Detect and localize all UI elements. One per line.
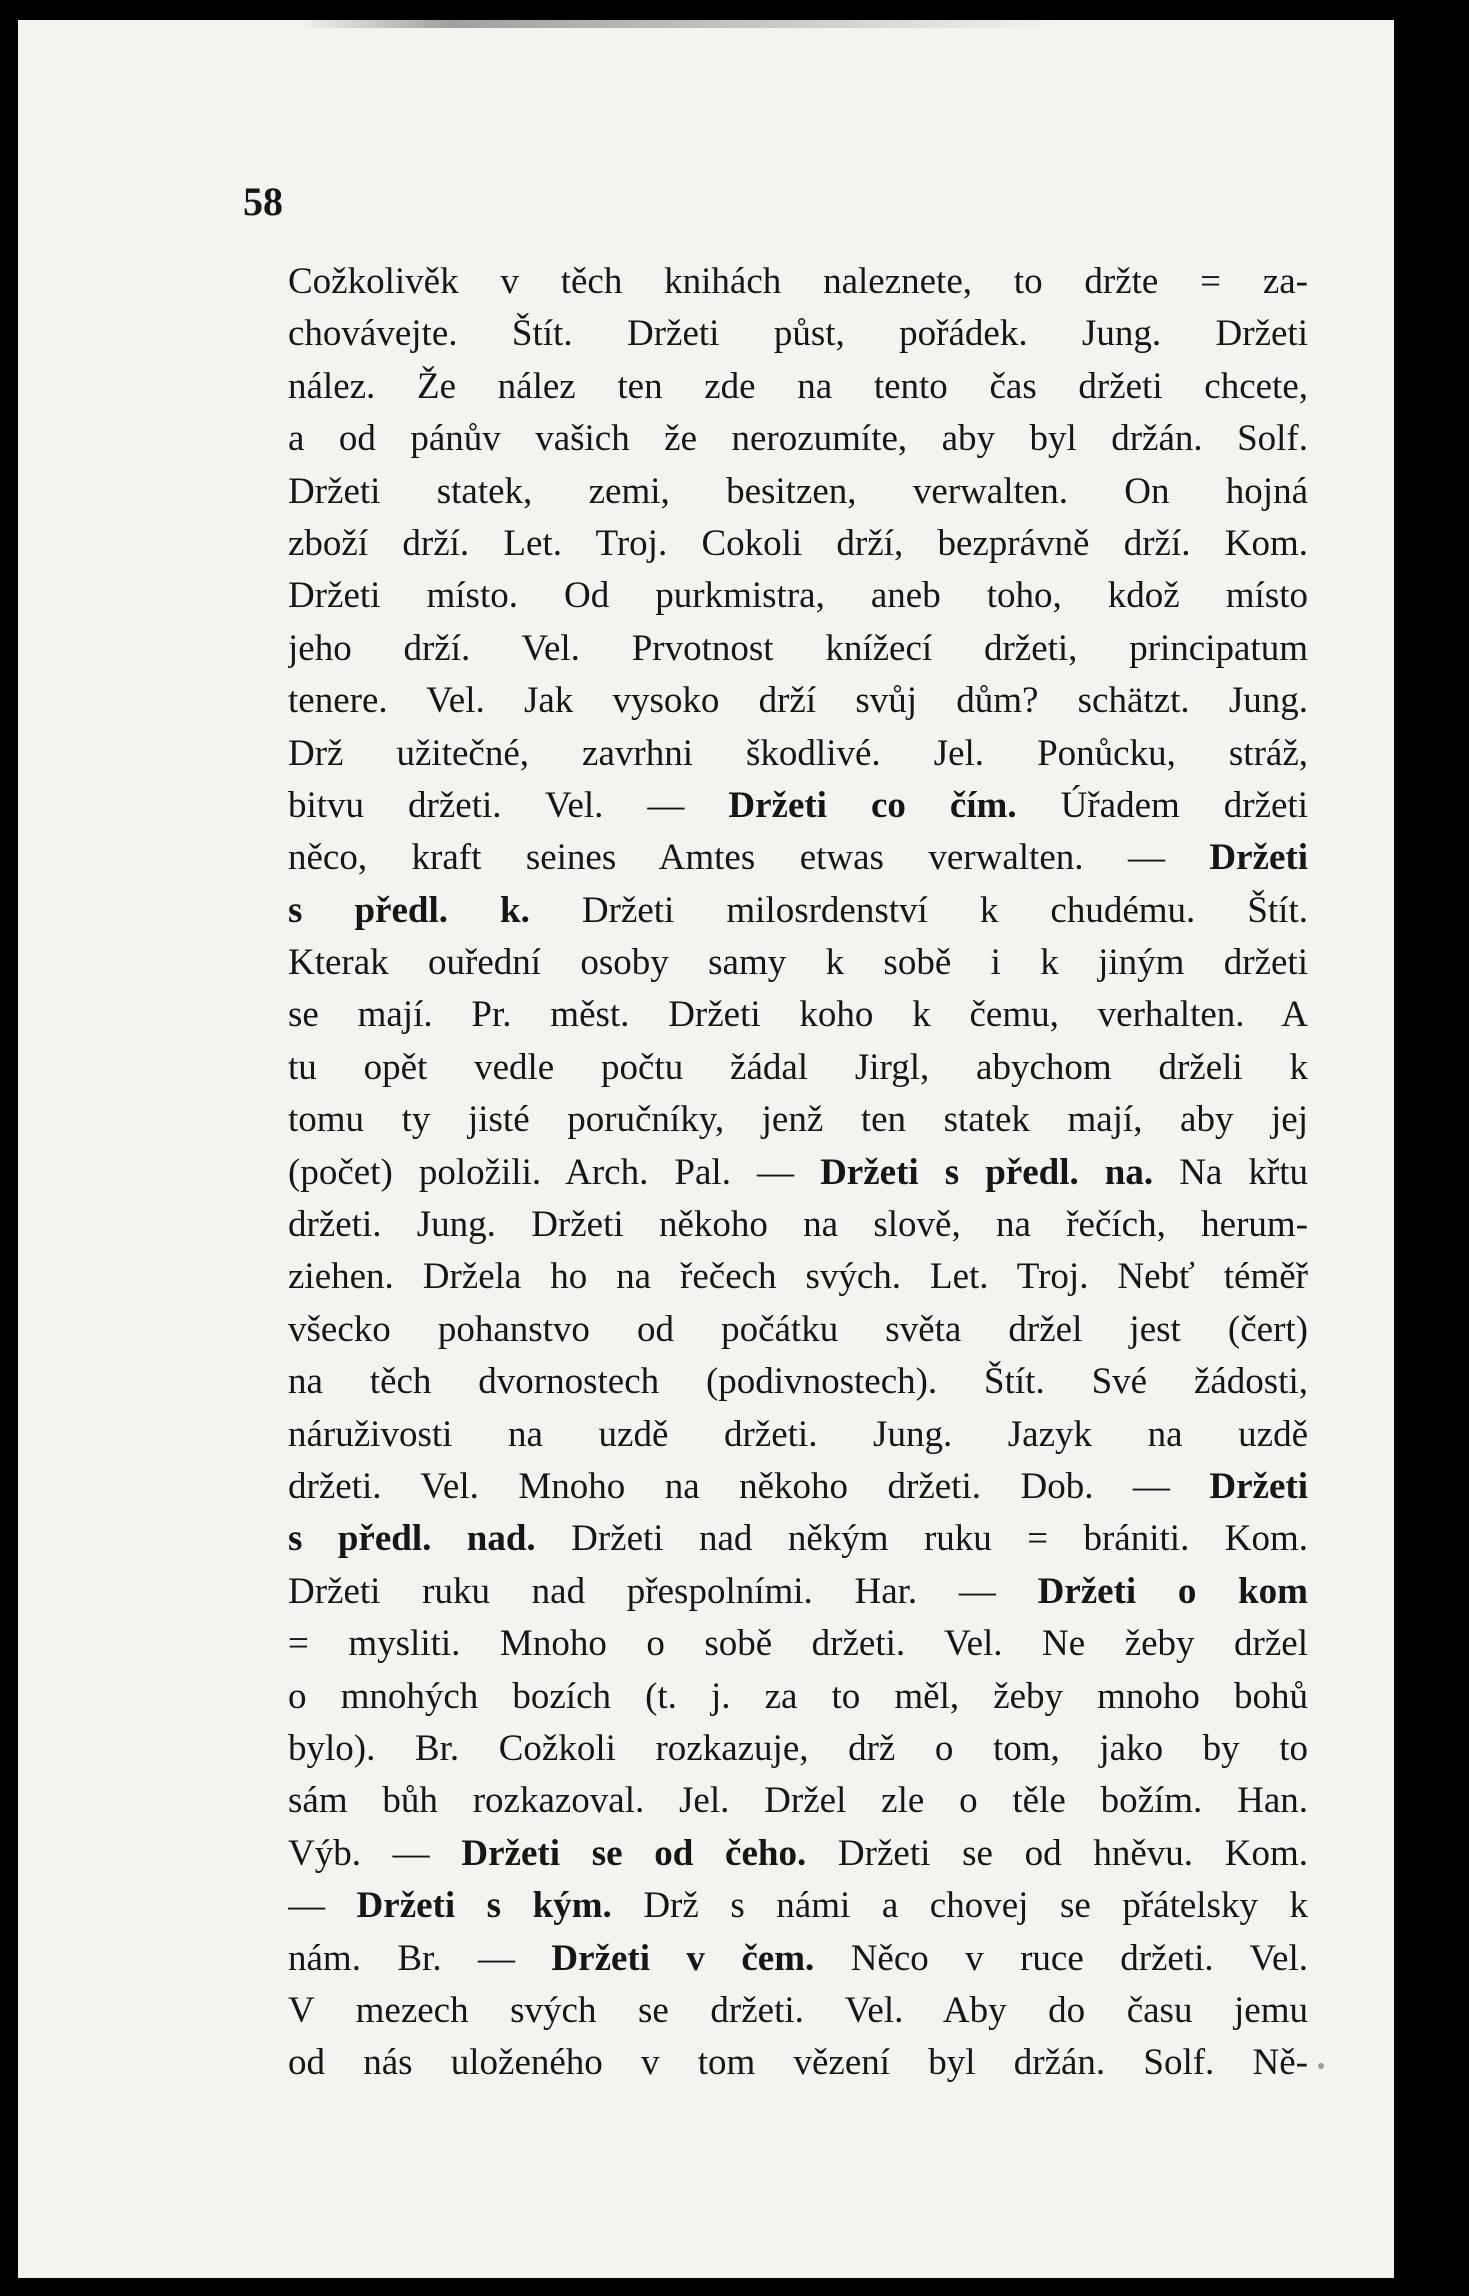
text-run: Držeti ruku nad přespolními. Har. — — [288, 1570, 1038, 1612]
text-run: tu opět vedle počtu žádal Jirgl, abychom drželi k — [288, 1046, 1308, 1088]
text-line — [288, 937, 1308, 989]
text-line — [288, 989, 1308, 1041]
bold-headword: Držeti s kým. — [356, 1885, 612, 1927]
text-line — [288, 1199, 1308, 1251]
text-line — [288, 466, 1308, 518]
text-run: V mezech svých se držeti. Vel. Aby do času jemu — [288, 1989, 1308, 2031]
dictionary-entry-text — [288, 256, 1308, 2090]
top-edge-smudge — [298, 20, 1058, 28]
bold-headword: s předl. nad. — [288, 1518, 536, 1560]
page-number: 58 — [243, 179, 283, 224]
text-line — [288, 1461, 1308, 1513]
text-run: se mají. Pr. měst. Držeti koho k čemu, verhalten. A — [288, 994, 1308, 1036]
text-run: jeho drží. Vel. Prvotnost knížecí držeti, principatum — [288, 627, 1308, 669]
text-line — [288, 1880, 1308, 1932]
bold-headword: Držeti s předl. na. — [820, 1151, 1154, 1193]
text-line — [288, 1513, 1308, 1565]
text-line — [288, 1723, 1308, 1775]
text-line — [288, 1094, 1308, 1146]
text-run: Držeti se od hněvu. Kom. — [806, 1832, 1308, 1874]
text-run: Držeti nad někým ruku = brániti. Kom. — [535, 1518, 1308, 1560]
text-run: chovávejte. Štít. Držeti půst, pořádek. Jung. Držeti — [288, 313, 1308, 355]
text-line — [288, 2037, 1308, 2089]
text-line — [288, 1409, 1308, 1461]
text-line — [288, 361, 1308, 413]
book-page — [18, 20, 1394, 2278]
text-run: nález. Že nález ten zde na tento čas držeti chcete, — [288, 365, 1308, 407]
bold-headword: Držeti o kom — [1037, 1570, 1308, 1612]
text-run: Cožkolivěk v těch knihách naleznete, to držte = za- — [288, 261, 1308, 302]
text-line — [288, 413, 1308, 465]
text-run: držeti. Jung. Držeti někoho na slově, na řečích, herum- — [288, 1204, 1308, 1246]
text-line — [288, 1566, 1308, 1618]
text-run: tomu ty jisté poručníky, jenž ten statek mají, aby jej — [288, 1099, 1308, 1141]
text-run: o mnohých bozích (t. j. za to měl, žeby mnoho bohů — [288, 1675, 1308, 1717]
bold-headword: Držeti co čím. — [728, 784, 1017, 826]
text-run: a od pánův vašich že nerozumíte, aby byl držán. Solf. — [288, 418, 1308, 460]
text-line — [288, 1618, 1308, 1670]
text-run: na těch dvornostech (podivnostech). Štít. Své žádosti, — [288, 1361, 1308, 1403]
text-run: tenere. Vel. Jak vysoko drží svůj dům? schätzt. Jung. — [288, 680, 1308, 722]
text-run: nám. Br. — — [288, 1937, 552, 1979]
text-line — [288, 832, 1308, 884]
text-run: Něco v ruce držeti. Vel. — [814, 1937, 1308, 1979]
scan-border — [1394, 0, 1469, 2296]
text-line — [288, 1828, 1308, 1880]
bold-headword: Držeti — [1209, 837, 1308, 879]
text-run: Držeti místo. Od purkmistra, aneb toho, kdož místo — [288, 575, 1308, 617]
text-line — [288, 1985, 1308, 2037]
text-line — [288, 1671, 1308, 1723]
text-run: Držeti milosrdenství k chudému. Štít. — [529, 889, 1308, 931]
text-run: zboží drží. Let. Troj. Cokoli drží, bezprávně drží. Kom. — [288, 522, 1308, 564]
text-line — [288, 1042, 1308, 1094]
text-line — [288, 570, 1308, 622]
text-run: všecko pohanstvo od počátku světa držel jest (čert) — [288, 1308, 1308, 1350]
text-run: Na křtu — [1153, 1151, 1308, 1193]
text-line — [288, 780, 1308, 832]
bold-headword: s předl. k. — [288, 889, 530, 931]
bold-headword: Držeti se od čeho. — [461, 1832, 807, 1874]
text-line — [288, 256, 1308, 308]
text-line — [288, 1251, 1308, 1303]
text-run: = mysliti. Mnoho o sobě držeti. Vel. Ne žeby držel — [288, 1623, 1308, 1665]
text-run: bylo). Br. Cožkoli rozkazuje, drž o tom, jako by to — [288, 1727, 1308, 1769]
ink-speck — [1318, 2063, 1324, 2069]
text-run: držeti. Vel. Mnoho na někoho držeti. Dob. — — [288, 1465, 1210, 1507]
text-line — [288, 518, 1308, 570]
text-run: Drž s námi a chovej se přátelsky k — [611, 1885, 1308, 1927]
text-run: — — [288, 1885, 357, 1927]
text-run: ziehen. Držela ho na řečech svých. Let. Troj. Nebť téměř — [288, 1256, 1308, 1298]
text-line — [288, 308, 1308, 360]
text-run: něco, kraft seines Amtes etwas verwalten. — — [288, 837, 1210, 879]
text-run: (počet) položili. Arch. Pal. — — [288, 1151, 821, 1193]
text-line — [288, 623, 1308, 675]
text-run: Kterak ouřední osoby samy k sobě i k jiným držeti — [288, 942, 1308, 984]
text-run: náruživosti na uzdě držeti. Jung. Jazyk na uzdě — [288, 1413, 1308, 1455]
text-line — [288, 728, 1308, 780]
text-line — [288, 1933, 1308, 1985]
bold-headword: Držeti v čem. — [551, 1937, 815, 1979]
text-run: od nás uloženého v tom vězení byl držán. Solf. Ně- — [288, 2042, 1308, 2084]
text-run: Úřadem držeti — [1016, 784, 1308, 826]
text-run: Drž užitečné, zavrhni škodlivé. Jel. Ponůcku, stráž, — [288, 732, 1308, 774]
text-line — [288, 1304, 1308, 1356]
text-run: Držeti statek, zemi, besitzen, verwalten. On hojná — [288, 470, 1308, 512]
text-run: sám bůh rozkazoval. Jel. Držel zle o těle božím. Han. — [288, 1780, 1308, 1822]
text-line — [288, 1147, 1308, 1199]
text-line — [288, 885, 1308, 937]
text-line — [288, 1356, 1308, 1408]
text-line — [288, 675, 1308, 727]
text-run: bitvu držeti. Vel. — — [288, 784, 729, 826]
text-run: Výb. — — [288, 1832, 462, 1874]
text-line — [288, 1775, 1308, 1827]
bold-headword: Držeti — [1209, 1465, 1308, 1507]
